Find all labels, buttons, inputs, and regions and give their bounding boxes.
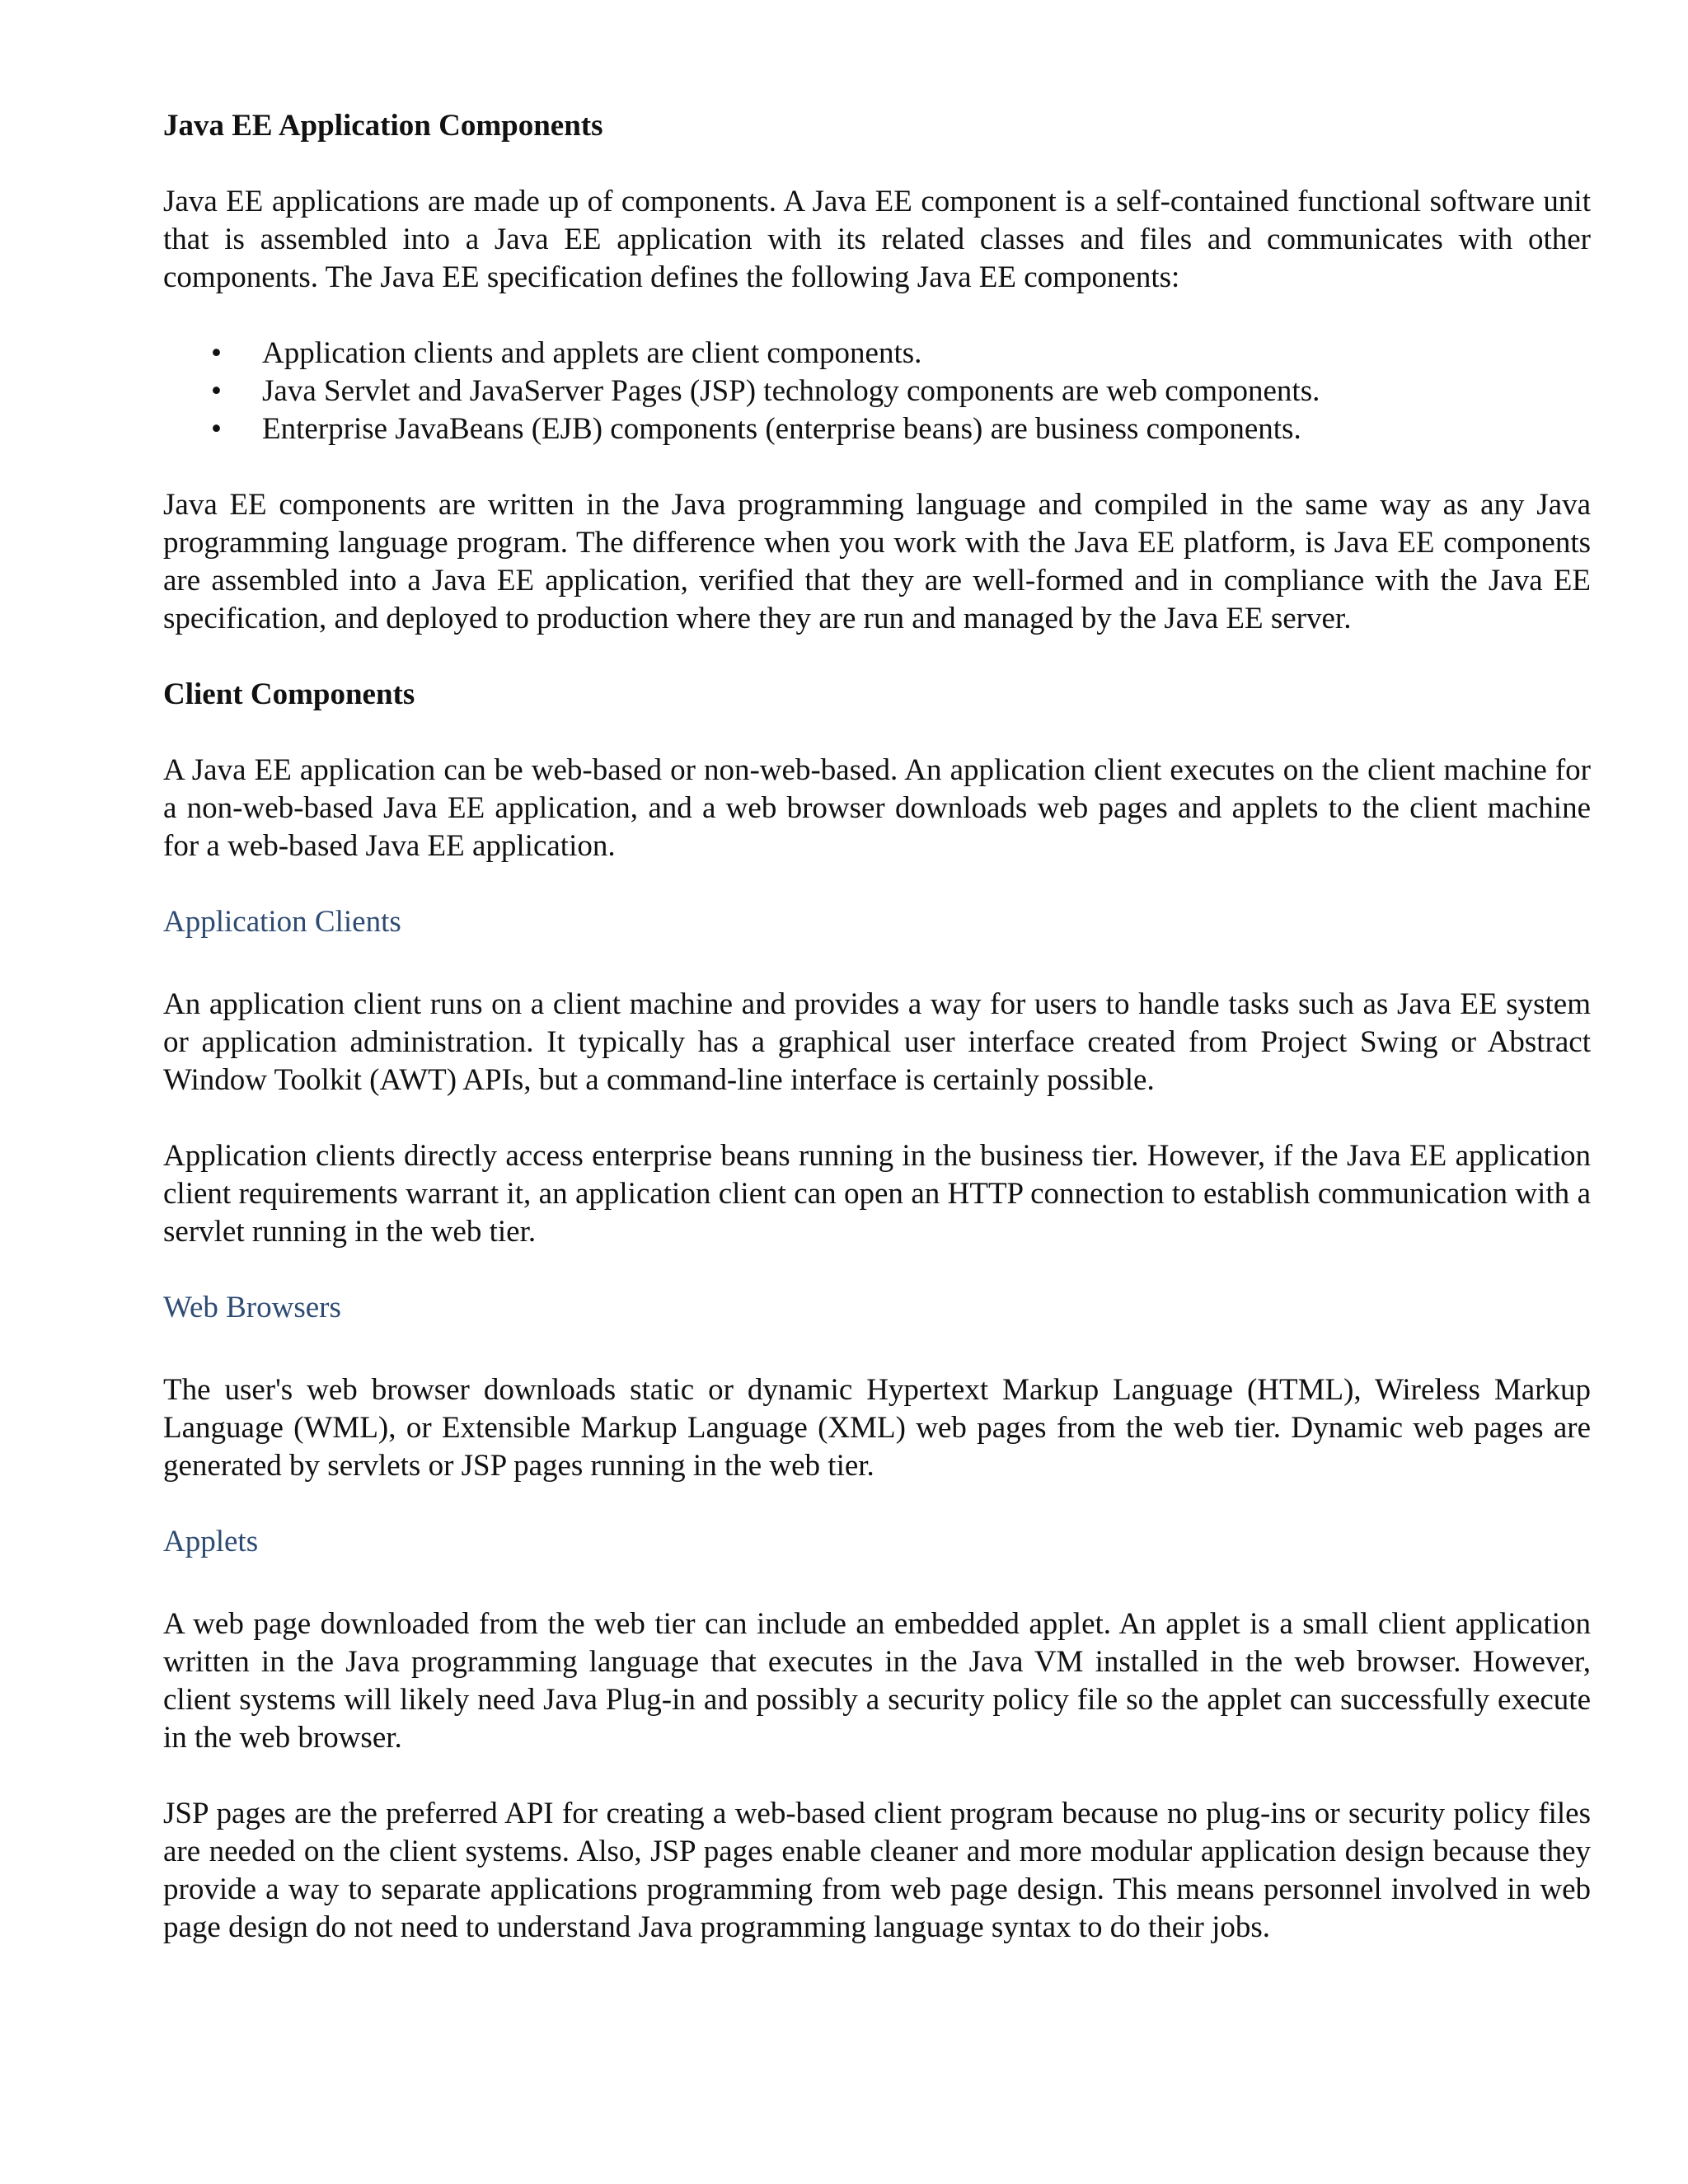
client-components-heading: Client Components	[163, 677, 415, 711]
bullet-icon: •	[211, 336, 222, 370]
components-paragraph: Java EE components are written in the Java programming language and compiled in the same way as any Java programming language program. The difference when you work with the Java EE platform, is Java EE components are assembled into a Java EE application, verified that they are well-formed and in compliance with the Java EE specification, and deployed to production where they are run and managed by the Java EE server.	[163, 488, 1591, 635]
page-title: Java EE Application Components	[163, 109, 603, 143]
application-clients-paragraph-2: Application clients directly access enterprise beans running in the business tier. However, if the Java EE application client requirements warrant it, an application client can open an HTTP connection to establish communication with a servlet running in the web tier.	[163, 1139, 1591, 1249]
application-clients-paragraph-1: An application client runs on a client machine and provides a way for users to handle tasks such as Java EE system or application administration. It typically has a graphical user interface created from Project Swing or Abstract Window Toolkit (AWT) APIs, but a command-line interface is certainly possible.	[163, 987, 1591, 1097]
list-item-text: Application clients and applets are client components.	[262, 336, 922, 370]
applets-paragraph-1: A web page downloaded from the web tier can include an embedded applet. An applet is a small client application written in the Java programming language that executes in the Java VM installed in the web browser. However, client systems will likely need Java Plug-in and possibly a security policy file so the applet can successfully execute in the web browser.	[163, 1607, 1591, 1755]
application-clients-heading: Application Clients	[163, 905, 401, 939]
intro-paragraph: Java EE applications are made up of components. A Java EE component is a self-contained functional software unit that is assembled into a Java EE application with its related classes and files and communicates with other components. The Java EE specification defines the following Java EE components:	[163, 185, 1591, 294]
list-item	[211, 373, 1591, 410]
applets-heading: Applets	[163, 1525, 259, 1558]
applets-paragraph-2: JSP pages are the preferred API for creating a web-based client program because no plug-ins or security policy files are needed on the client systems. Also, JSP pages enable cleaner and more modular application design because they provide a way to separate applications programming from web page design. This means personnel involved in web page design do not need to understand Java programming language syntax to do their jobs.	[163, 1797, 1591, 1944]
component-list	[163, 335, 1591, 448]
list-item-text: Java Servlet and JavaServer Pages (JSP) technology components are web components.	[262, 374, 1320, 408]
web-browsers-paragraph: The user's web browser downloads static or dynamic Hypertext Markup Language (HTML), Wireless Markup Language (WML), or Extensible Markup Language (XML) web pages from the web tier. Dynamic web pages are generated by servlets or JSP pages running in the web tier.	[163, 1373, 1591, 1483]
list-item	[211, 335, 1591, 373]
bullet-icon: •	[211, 374, 222, 408]
list-item-text: Enterprise JavaBeans (EJB) components (enterprise beans) are business components.	[262, 412, 1301, 446]
web-browsers-heading: Web Browsers	[163, 1291, 341, 1324]
document-page	[163, 107, 1591, 1985]
bullet-icon: •	[211, 412, 222, 446]
list-item	[211, 410, 1591, 448]
client-components-paragraph: A Java EE application can be web-based or non-web-based. An application client executes on the client machine for a non-web-based Java EE application, and a web browser downloads web pages and applets to the client machine for a web-based Java EE application.	[163, 753, 1591, 863]
